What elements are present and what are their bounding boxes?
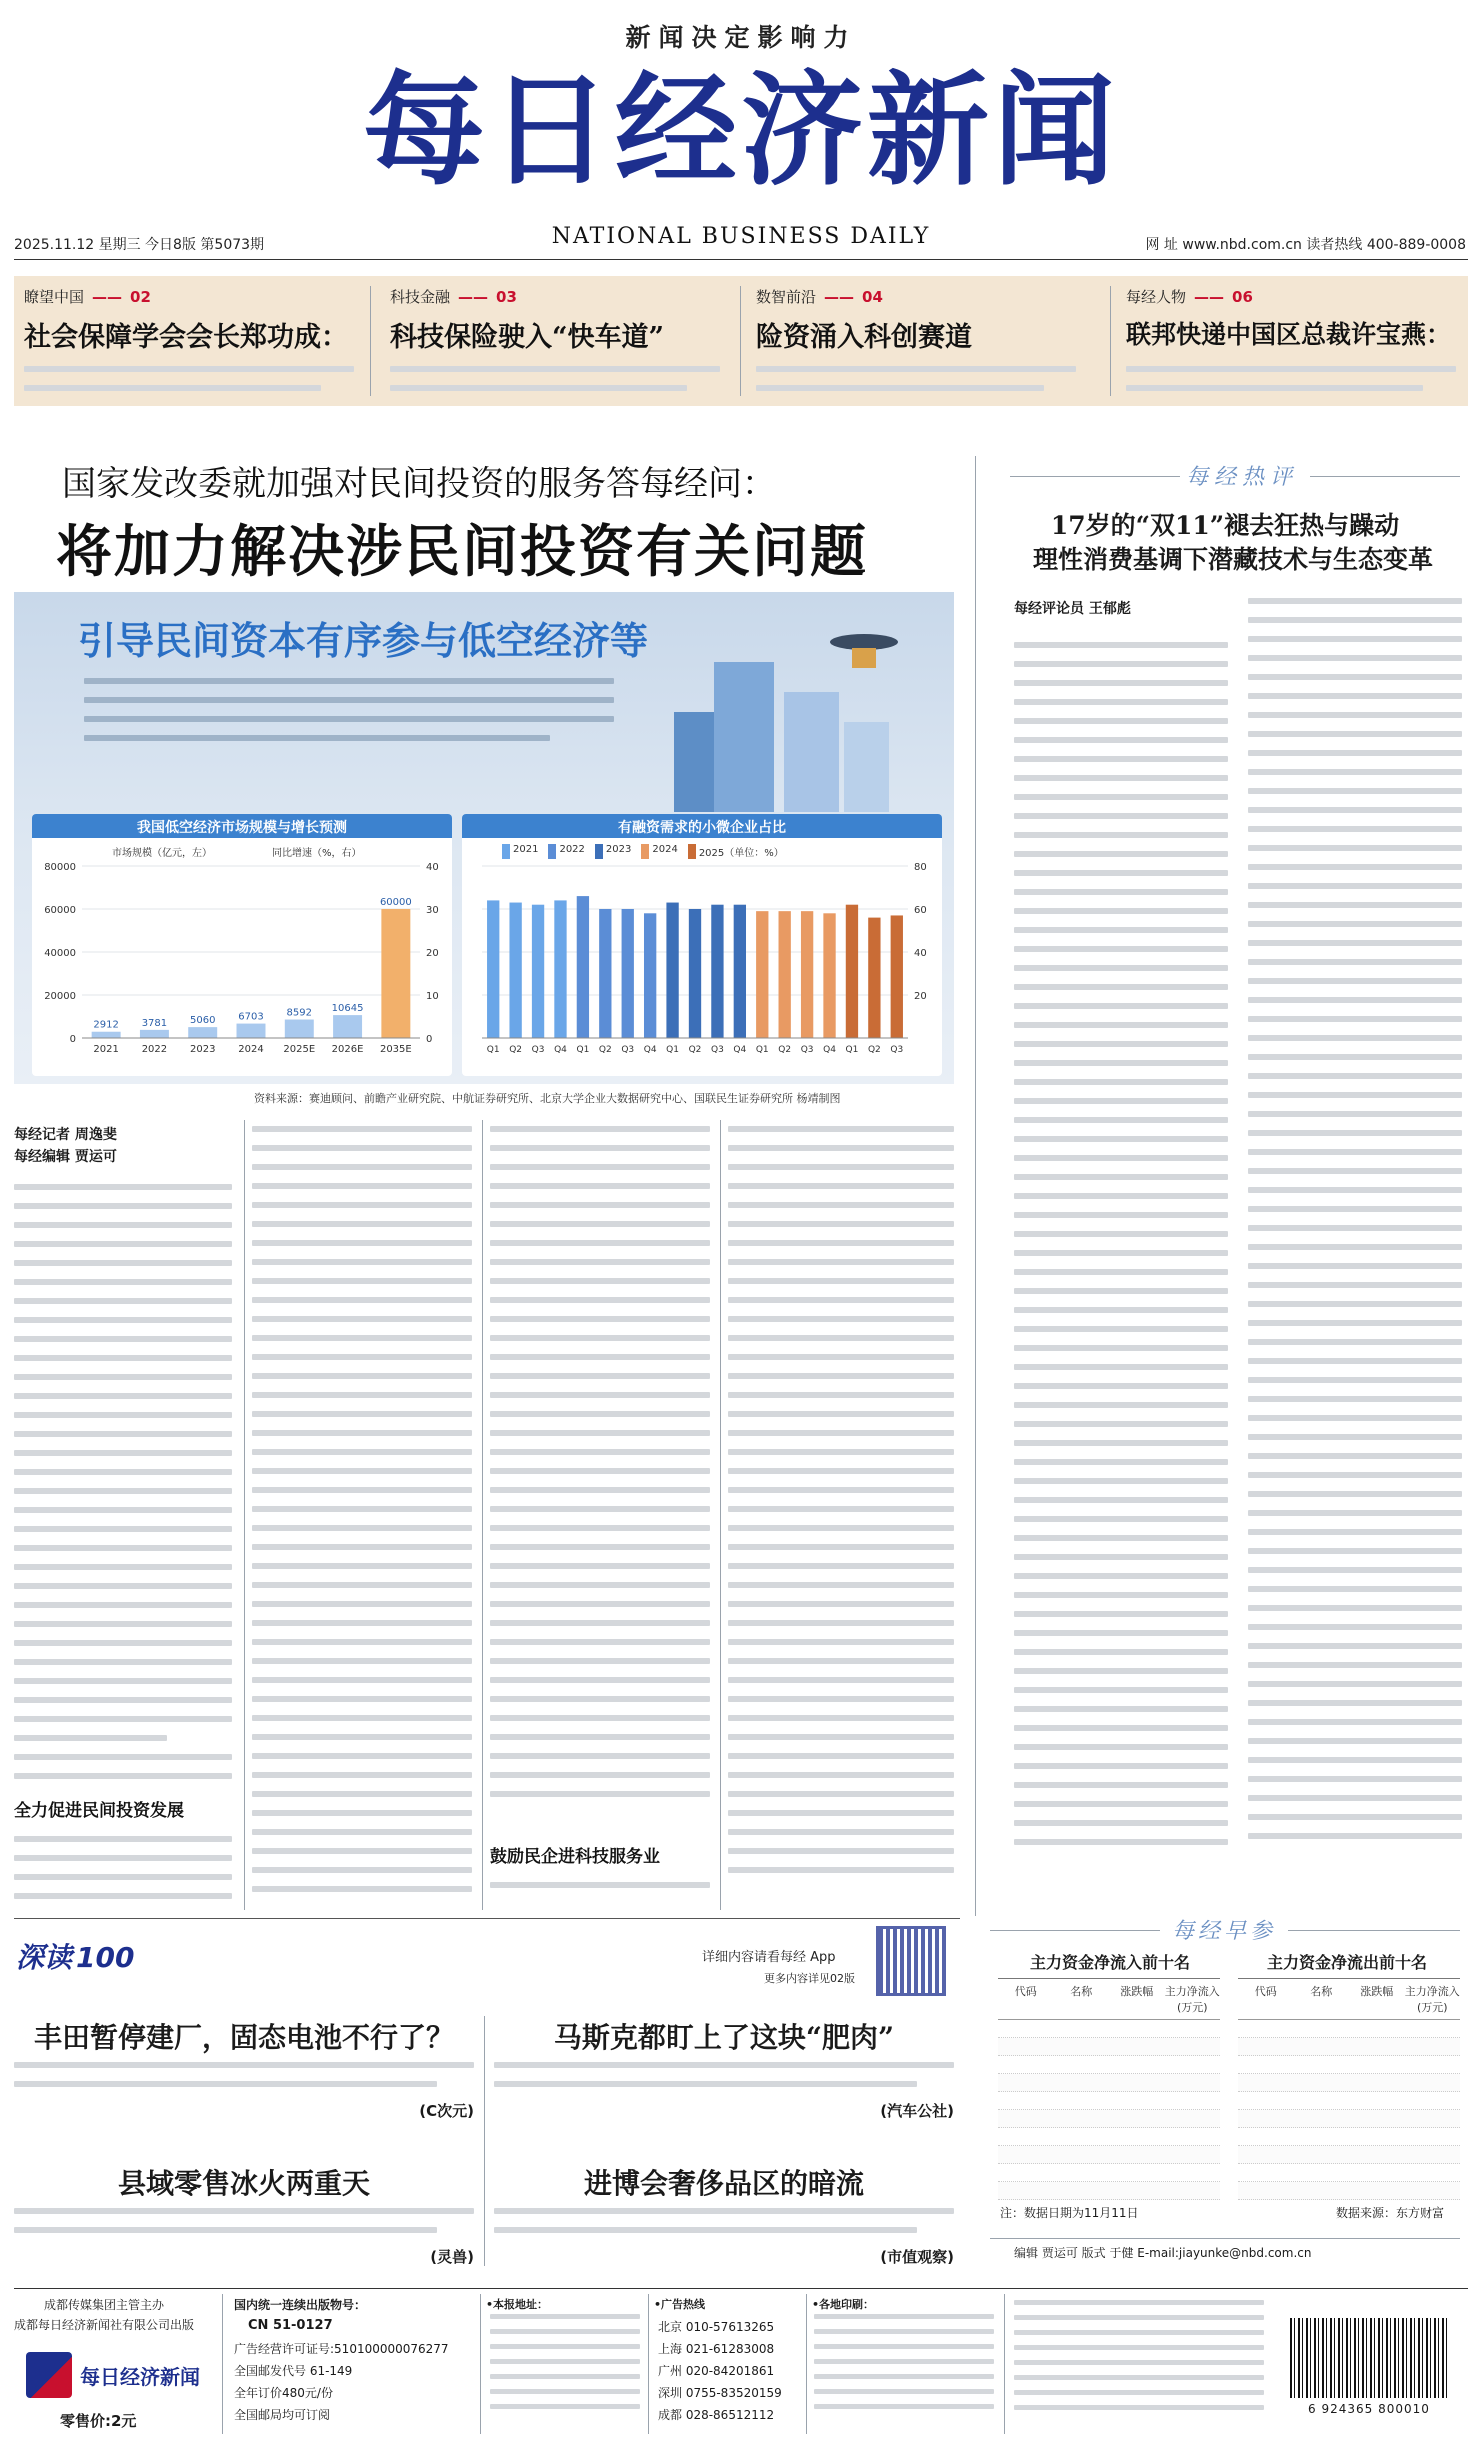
deep-read-item-3[interactable] — [14, 2162, 474, 2266]
deep-read-item-2[interactable] — [494, 2016, 954, 2120]
table-row — [998, 2146, 1220, 2164]
editors-line: 编辑 贾运可 版式 于健 E-mail:jiayunke@nbd.com.cn — [1014, 2246, 1312, 2260]
bar — [333, 1015, 362, 1038]
table-row — [998, 2092, 1220, 2110]
bar — [577, 896, 589, 1038]
teaser-3[interactable]: 数智前沿 —— 04 险资涌入科创赛道 — [756, 286, 1096, 354]
annual-price: 全年订价480元/份 — [234, 2386, 333, 2400]
table-row — [1238, 2038, 1460, 2056]
item-headline: 马斯克都盯上了这块“肥肉” — [553, 2021, 895, 2054]
table-row — [1238, 2146, 1460, 2164]
item-source: (灵兽) — [430, 2248, 474, 2266]
item-source: (汽车公社) — [880, 2102, 954, 2120]
more-caption: 更多内容详见02版 — [764, 1972, 855, 1985]
x-tick-label: 2023 — [189, 1044, 216, 1055]
table-row — [1238, 2020, 1460, 2038]
item-headline: 县域零售冰火两重天 — [117, 2167, 370, 2200]
table-row — [998, 2038, 1220, 2056]
teaser-headline: 险资涌入科创赛道 — [756, 322, 972, 353]
footer-logo — [26, 2352, 200, 2398]
table-row — [1238, 2074, 1460, 2092]
x-tick-label: Q2 — [778, 1045, 792, 1055]
right-chart-panel — [462, 814, 942, 1076]
teaser-1[interactable]: 瞭望中国 —— 02 社会保障学会会长郑功成： — [24, 286, 359, 354]
column-byline: 每经评论员 王郁彪 — [1014, 601, 1131, 617]
qr-caption: 详细内容请看每经 App — [702, 1950, 836, 1965]
y2-tick-label: 30 — [426, 905, 439, 916]
table-row — [998, 2110, 1220, 2128]
bar — [734, 905, 746, 1038]
bar — [381, 909, 410, 1038]
bar — [711, 905, 723, 1038]
building — [714, 662, 774, 812]
bar-value-label: 10645 — [331, 1003, 364, 1015]
lead-body-col4 — [728, 1126, 954, 1886]
address-label: •本报地址： — [486, 2298, 549, 2311]
x-tick-label: Q1 — [486, 1045, 500, 1055]
bar-value-label: 8592 — [286, 1007, 313, 1019]
bar — [823, 913, 835, 1038]
lead-body-col3 — [490, 1126, 710, 1810]
byline-editor: 每经编辑 贾运可 — [14, 1149, 117, 1165]
ad-line-4: 深圳 0755-83520159 — [658, 2386, 782, 2400]
date-line: 2025.11.12 星期三 今日8版 第5073期 — [14, 237, 265, 253]
x-tick-label: 2022 — [141, 1044, 168, 1055]
y-tick-label: 60 — [914, 905, 927, 916]
y-tick-label: 20000 — [44, 991, 76, 1002]
table-row — [998, 2020, 1220, 2038]
x-tick-label: 2024 — [238, 1044, 264, 1055]
bar — [487, 900, 499, 1038]
table-row — [998, 2056, 1220, 2074]
x-tick-label: 2021 — [93, 1044, 119, 1055]
print-text — [814, 2314, 994, 2419]
y-tick-label: 80 — [914, 862, 927, 873]
bar — [237, 1024, 266, 1038]
column-headline-1[interactable]: 17岁的“双11”褪去狂热与躁动 — [1050, 511, 1400, 540]
teaser-section: 每经人物 — [1126, 288, 1187, 306]
column-tag: 每经热评 — [1186, 465, 1299, 490]
building-illustration — [634, 602, 934, 822]
item-source: (C次元) — [419, 2102, 474, 2120]
teaser-section: 数智前沿 — [756, 288, 817, 306]
x-tick-label: Q2 — [867, 1045, 881, 1055]
right-legend — [502, 844, 784, 859]
postal-code: 全国邮发代号 61-149 — [234, 2364, 353, 2378]
ad-line-1: 北京 010-57613265 — [658, 2320, 775, 2334]
bar — [891, 915, 903, 1038]
left-chart-title: 我国低空经济市场规模与增长预测 — [137, 820, 347, 836]
drone-icon — [830, 634, 898, 650]
y2-tick-label: 10 — [426, 991, 439, 1002]
outflow-title: 主力资金净流出前十名 — [1266, 1953, 1427, 1972]
bar — [846, 905, 858, 1038]
qr-code[interactable] — [876, 1926, 946, 1996]
right-chart-svg — [462, 858, 942, 1076]
teaser-page: 04 — [862, 288, 883, 306]
left-chart-panel — [32, 814, 452, 1076]
teaser-headline: 社会保障学会会长郑功成： — [24, 322, 348, 353]
inflow-table — [998, 1978, 1220, 2200]
x-tick-label: Q4 — [554, 1045, 567, 1055]
bar-value-label: 5060 — [189, 1015, 216, 1027]
table-row — [1238, 2128, 1460, 2146]
bar-value-label: 6703 — [238, 1011, 264, 1023]
col-code: 代码 — [1014, 1985, 1037, 1998]
address-text — [490, 2314, 640, 2419]
legend-2025: 2025（单位：%） — [688, 844, 784, 859]
lead-kicker: 国家发改委就加强对民间投资的服务答每经问： — [62, 464, 776, 504]
legend-2023: 2023 — [595, 844, 631, 859]
right-chart-title: 有融资需求的小微企业占比 — [618, 820, 786, 836]
ad-line-3: 广州 020-84201861 — [658, 2364, 775, 2378]
bar — [689, 909, 701, 1038]
building — [784, 692, 839, 812]
bar — [92, 1032, 121, 1038]
bar — [140, 1030, 169, 1038]
bar-value-label: 3781 — [141, 1017, 168, 1029]
column-body-left — [1014, 642, 1228, 1858]
deep-read-item-4[interactable] — [494, 2162, 954, 2266]
x-tick-label: Q1 — [755, 1045, 769, 1055]
inflow-title: 主力资金净流入前十名 — [1029, 1953, 1190, 1972]
notice-text — [1014, 2300, 1264, 2420]
lead-body-col1 — [14, 1184, 232, 1792]
item-headline: 进博会奢侈品区的暗流 — [583, 2167, 864, 2200]
item-headline: 丰田暂停建厂，固态电池不行了？ — [33, 2021, 454, 2054]
y-tick-label: 20 — [914, 991, 927, 1002]
subhead-promote-private-investment: 全力促进民间投资发展 — [14, 1801, 184, 1821]
infographic-title: 引导民间资本有序参与低空经济等 — [78, 619, 649, 663]
bar — [532, 905, 544, 1038]
x-tick-label: Q2 — [509, 1045, 523, 1055]
x-tick-label: Q1 — [845, 1045, 859, 1055]
x-tick-label: Q3 — [890, 1045, 904, 1055]
deep-read-tag: 深读 — [16, 1941, 73, 1974]
x-tick-label: Q2 — [688, 1045, 702, 1055]
masthead-slogan: 新闻决定影响力 — [625, 23, 857, 52]
building — [674, 712, 714, 812]
x-tick-label: Q3 — [800, 1045, 814, 1055]
infographic-source: 资料来源：赛迪顾问、前瞻产业研究院、中航证券研究所、北京大学企业大数据研究中心、国联民生证券研究所 杨靖制图 — [254, 1092, 841, 1105]
teaser-section: 瞭望中国 — [24, 288, 85, 306]
column-body-right — [1248, 598, 1462, 1852]
barcode-number: 6 924365 800010 — [1308, 2402, 1430, 2416]
morning-footnote-left: 注：数据日期为11月11日 — [1000, 2206, 1139, 2220]
left-legend-1: 市场规模（亿元，左） — [112, 848, 212, 859]
x-tick-label: Q3 — [711, 1045, 724, 1055]
brand-mark-icon — [26, 2352, 72, 2398]
legend-2024: 2024 — [641, 844, 677, 859]
cn-number: CN 51-0127 — [248, 2318, 333, 2333]
table-row — [1238, 2110, 1460, 2128]
subhead-tech-services: 鼓励民企进科技服务业 — [490, 1847, 660, 1867]
building — [844, 722, 889, 812]
ad-license: 广告经营许可证号:510100000076277 — [234, 2342, 449, 2356]
table-row — [1238, 2092, 1460, 2110]
lead-body-col3-b — [490, 1882, 710, 1901]
bar — [554, 900, 566, 1038]
bar — [188, 1027, 217, 1038]
subscribe: 全国邮局均可订阅 — [234, 2408, 331, 2422]
table-header — [1238, 1979, 1460, 2020]
teaser-4[interactable]: 每经人物 —— 06 联邦快递中国区总裁许宝燕： — [1126, 286, 1466, 351]
teaser-2[interactable]: 科技金融 —— 03 科技保险驶入“快车道” — [390, 286, 730, 354]
table-row — [1238, 2164, 1460, 2182]
col-change: 涨跌幅 — [1120, 1985, 1154, 1998]
y-tick-label: 40 — [914, 948, 927, 959]
publisher-1: 成都传媒集团主管主办 — [44, 2298, 165, 2312]
y-tick-label: 60000 — [44, 905, 76, 916]
lead-body-col2 — [252, 1126, 472, 1905]
teaser-page: 03 — [496, 288, 517, 306]
x-tick-label: Q4 — [823, 1045, 836, 1055]
ad-line-2: 上海 021-61283008 — [658, 2342, 775, 2356]
morning-tag: 每经早参 — [1160, 1914, 1288, 1945]
x-tick-label: Q3 — [531, 1045, 545, 1055]
teaser-page: 06 — [1232, 288, 1253, 306]
masthead-logo: 每日经济新闻 — [363, 60, 1119, 202]
byline-reporter: 每经记者 周逸斐 — [14, 1127, 117, 1143]
barcode — [1290, 2318, 1448, 2398]
x-tick-label: Q1 — [666, 1045, 679, 1055]
morning-footnote-right: 数据来源：东方财富 — [1336, 2206, 1445, 2220]
col-name: 名称 — [1070, 1985, 1093, 1998]
infographic — [14, 592, 954, 1084]
table-row — [998, 2128, 1220, 2146]
bar-value-label: 60000 — [379, 897, 412, 908]
drone-package — [852, 648, 876, 668]
y2-tick-label: 0 — [426, 1034, 433, 1045]
left-chart-svg — [32, 858, 452, 1076]
y-tick-label: 0 — [69, 1034, 76, 1045]
x-tick-label: 2026E — [331, 1044, 364, 1055]
x-tick-label: 2035E — [379, 1044, 412, 1055]
teaser-headline: 联邦快递中国区总裁许宝燕： — [1126, 320, 1452, 349]
website-hotline: 网 址 www.nbd.com.cn 读者热线 400-889-0008 — [1145, 237, 1466, 253]
y-tick-label: 80000 — [44, 862, 76, 873]
lead-body-col1-b — [14, 1836, 232, 1912]
footer-brand: 每日经济新闻 — [80, 2364, 200, 2389]
col-net: 主力净流入(万元) — [1164, 1985, 1220, 2014]
bar — [801, 911, 813, 1038]
x-tick-label: 2025E — [283, 1044, 316, 1055]
legend-2021: 2021 — [502, 844, 538, 859]
table-row — [998, 2182, 1220, 2200]
x-tick-label: Q4 — [733, 1045, 747, 1055]
col-code: 代码 — [1254, 1985, 1277, 1998]
bar — [599, 909, 611, 1038]
masthead-english: NATIONAL BUSINESS DAILY — [551, 224, 931, 249]
legend-2022: 2022 — [548, 844, 584, 859]
bar — [779, 911, 791, 1038]
teaser-section: 科技金融 — [390, 288, 451, 306]
infographic-intro — [84, 678, 614, 754]
table-header — [998, 1979, 1220, 2020]
bar — [666, 903, 678, 1038]
deep-read-logo — [16, 1936, 134, 1976]
masthead-rule — [14, 259, 1468, 260]
bar — [868, 918, 880, 1038]
y2-tick-label: 20 — [426, 948, 439, 959]
cn-label: 国内统一连续出版物号： — [234, 2298, 367, 2312]
teaser-page: 02 — [130, 288, 151, 306]
item-source: (市值观察) — [880, 2248, 954, 2266]
bar — [285, 1020, 314, 1038]
table-row — [998, 2074, 1220, 2092]
bar — [756, 911, 768, 1038]
deep-read-item-1[interactable] — [14, 2016, 474, 2120]
col-net: 主力净流入(万元) — [1404, 1985, 1460, 2014]
y2-tick-label: 40 — [426, 862, 439, 873]
x-tick-label: Q2 — [598, 1045, 612, 1055]
ad-hotline-label: •广告热线 — [654, 2298, 706, 2311]
teaser-headline: 科技保险驶入“快车道” — [390, 322, 665, 353]
deep-read-num: 100 — [76, 1941, 135, 1974]
bar — [509, 903, 521, 1038]
price: 零售价:2元 — [60, 2412, 137, 2430]
table-row — [1238, 2182, 1460, 2200]
outflow-table — [1238, 1978, 1460, 2200]
col-name: 名称 — [1310, 1985, 1333, 1998]
publisher-2: 成都每日经济新闻社有限公司出版 — [14, 2318, 195, 2332]
bar — [644, 913, 656, 1038]
bar-value-label: 2912 — [93, 1019, 119, 1031]
left-legend-2: 同比增速（%，右） — [272, 848, 362, 859]
x-tick-label: Q1 — [576, 1045, 590, 1055]
x-tick-label: Q3 — [621, 1045, 635, 1055]
table-row — [998, 2164, 1220, 2182]
lead-headline[interactable]: 将加力解决涉民间投资有关问题 — [56, 520, 868, 585]
y-tick-label: 40000 — [44, 948, 76, 959]
print-label: •各地印刷： — [812, 2298, 875, 2311]
bar — [622, 909, 634, 1038]
col-change: 涨跌幅 — [1360, 1985, 1394, 1998]
table-row — [1238, 2056, 1460, 2074]
ad-line-5: 成都 028-86512112 — [658, 2408, 775, 2422]
column-headline-2[interactable]: 理性消费基调下潜藏技术与生态变革 — [1032, 545, 1433, 574]
x-tick-label: Q4 — [643, 1045, 657, 1055]
